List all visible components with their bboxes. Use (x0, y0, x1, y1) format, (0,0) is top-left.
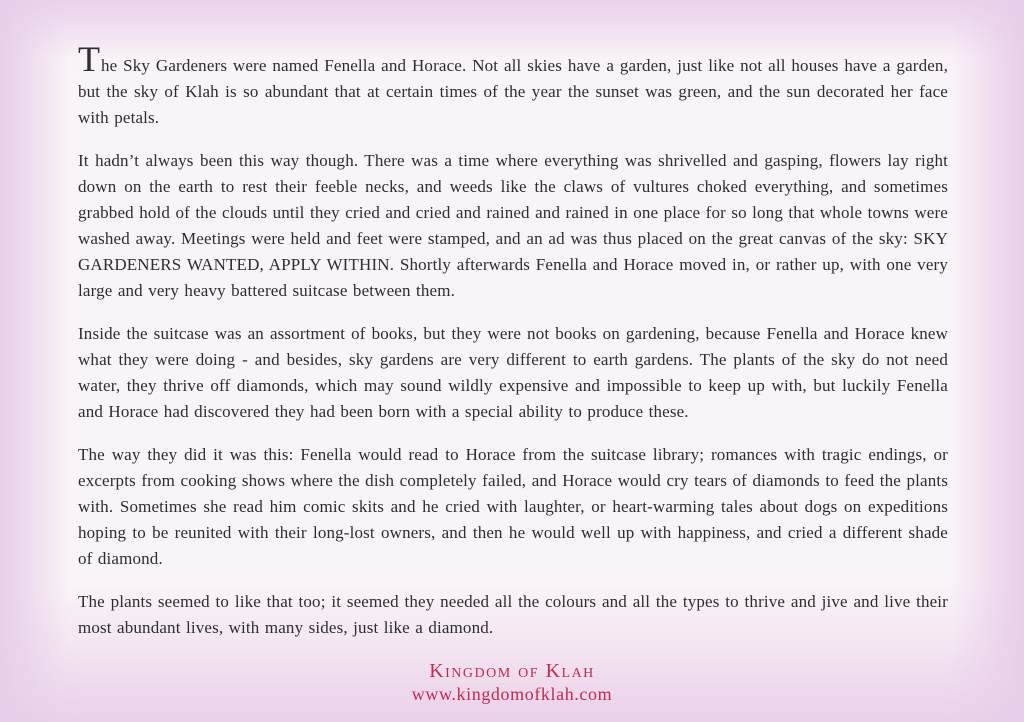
brand-name: Kingdom of Klah (429, 660, 595, 682)
paragraph-text: he Sky Gardeners were named Fenella and Horace. Not all skies have a garden, just like not all houses have a garden, but the sky of Klah is so abundant that at certain times of the year the sunset was green, and the sun decorated her face with petals. (78, 56, 948, 127)
story-paragraph (78, 39, 948, 131)
story-paragraph: The way they did it was this: Fenella would read to Horace from the suitcase library; romances with tragic endings, or excerpts from cooking shows where the dish completely failed, and Horace would cry tears of diamonds to feed the plants with. Sometimes she read him comic skits and he cried with laughter, or heart-warming tales about dogs on expeditions hoping to be reunited with their long-lost owners, and then he would well up with happiness, and cried a different shade of diamond. (78, 445, 948, 568)
story-paragraph: The plants seemed to like that too; it seemed they needed all the colours and all the types to thrive and jive and live their most abundant lives, with many sides, just like a diamond. (78, 592, 948, 637)
drop-cap: T (78, 39, 100, 79)
website-url: www.kingdomofklah.com (411, 684, 613, 704)
story-text-block (78, 39, 948, 641)
page-footer (0, 660, 1024, 705)
story-paragraph: Inside the suitcase was an assortment of books, but they were not books on gardening, because Fenella and Horace knew what they were doing - and besides, sky gardens are very different to earth gardens. The plants of the sky do not need water, they thrive off diamonds, which may sound wildly expensive and impossible to keep up with, but luckily Fenella and Horace had discovered they had been born with a special ability to produce these. (78, 324, 948, 421)
story-paragraph: It hadn’t always been this way though. There was a time where everything was shrivelled and gasping, flowers lay right down on the earth to rest their feeble necks, and weeds like the claws of vultures choked everything, and sometimes grabbed hold of the clouds until they cried and cried and rained and rained in one place for so long that whole towns were washed away. Meetings were held and feet were stamped, and an ad was thus placed on the great canvas of the sky: SKY GARDENERS WANTED, APPLY WITHIN. Shortly afterwards Fenella and Horace moved in, or rather up, with one very large and very heavy battered suitcase between them. (78, 151, 948, 300)
